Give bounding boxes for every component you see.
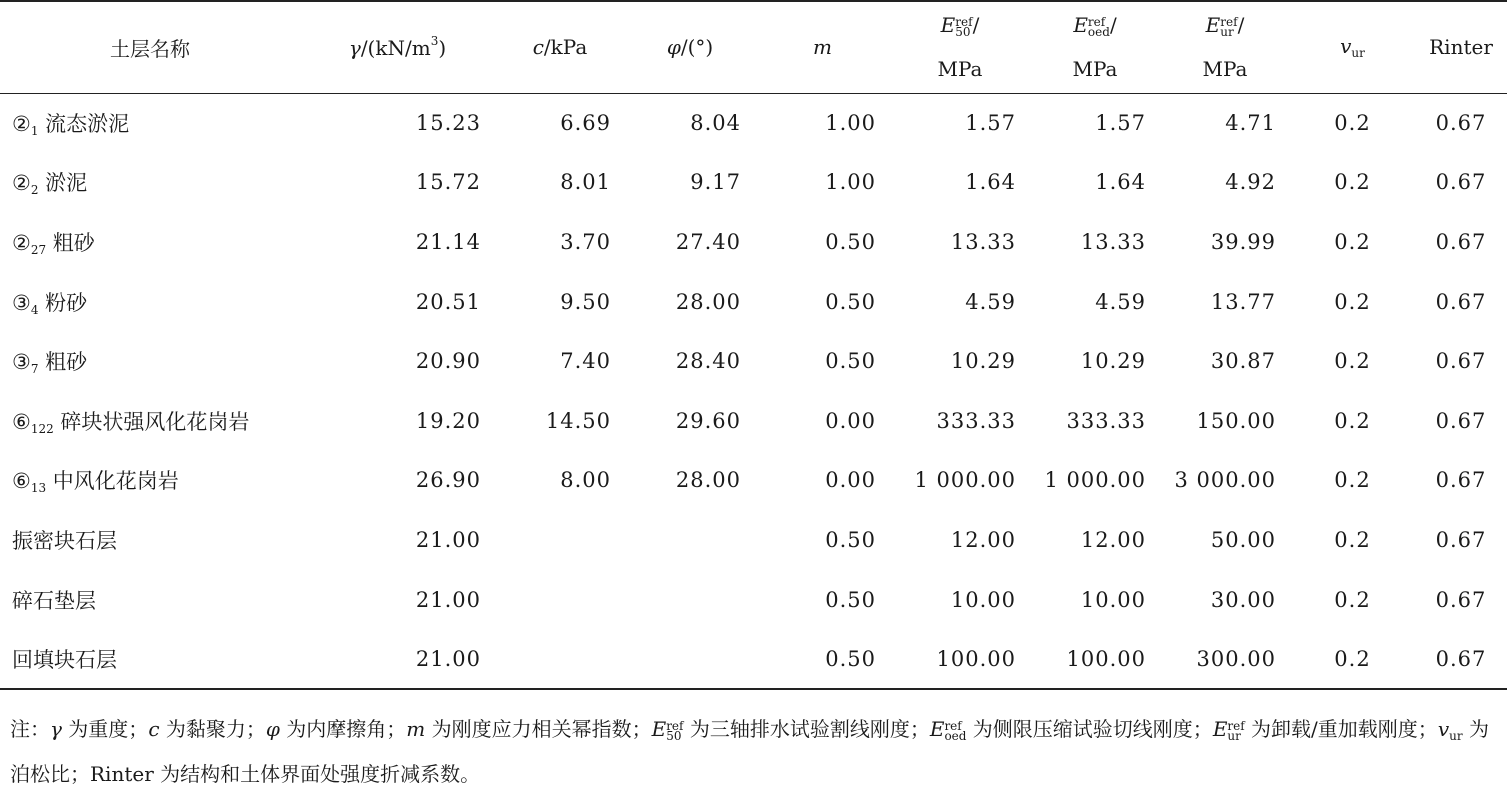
cell-eoed: 4.59 bbox=[1095, 289, 1146, 314]
cell-eur: 13.77 bbox=[1210, 289, 1276, 314]
cell-vur: 0.2 bbox=[1334, 646, 1371, 671]
cell-eoed: 100.00 bbox=[1066, 646, 1146, 671]
table-row bbox=[0, 451, 1507, 511]
soil-layer-mark: ② bbox=[12, 171, 31, 196]
cell-rinter: 0.67 bbox=[1435, 646, 1487, 671]
header-eur-unit: MPa bbox=[1202, 57, 1248, 82]
note-eoed-sub: oed bbox=[944, 728, 967, 743]
cell-eur: 150.00 bbox=[1196, 408, 1276, 433]
cell-vur: 0.2 bbox=[1334, 527, 1371, 552]
cell-m: 1.00 bbox=[825, 111, 876, 136]
header-vur bbox=[1290, 1, 1415, 93]
note-eoed-letter: E bbox=[929, 717, 945, 741]
table-body bbox=[0, 93, 1507, 689]
cell-m: 0.50 bbox=[825, 289, 876, 314]
soil-layer-subscript: 27 bbox=[30, 242, 47, 257]
cell-m: 0.00 bbox=[825, 468, 876, 493]
note-e50-letter: E bbox=[651, 717, 667, 741]
soil-layer-subscript: 7 bbox=[30, 362, 39, 377]
cell-m: 0.50 bbox=[825, 527, 876, 552]
cell-gamma: 20.90 bbox=[415, 349, 481, 374]
cell-vur: 0.2 bbox=[1334, 349, 1371, 374]
cell-soil-name bbox=[0, 451, 300, 511]
table-header bbox=[0, 1, 1507, 93]
header-eur-letter: E bbox=[1205, 13, 1221, 38]
cell-soil-name bbox=[0, 570, 300, 630]
table-row bbox=[0, 153, 1507, 213]
cell-c bbox=[495, 629, 625, 689]
cell-c: 7.40 bbox=[560, 349, 611, 374]
cell-eoed: 1.57 bbox=[1095, 111, 1146, 136]
soil-layer-name: 流态淤泥 bbox=[45, 112, 130, 137]
cell-eoed: 12.00 bbox=[1080, 527, 1146, 552]
cell-rinter: 0.67 bbox=[1435, 587, 1487, 612]
cell-eur: 30.87 bbox=[1210, 349, 1276, 374]
cell-c: 8.00 bbox=[560, 468, 611, 493]
note-eur-sub: ur bbox=[1227, 728, 1241, 743]
note-eur-sup: ref bbox=[1227, 718, 1245, 733]
header-e50-letter: E bbox=[940, 13, 956, 38]
cell-vur: 0.2 bbox=[1334, 111, 1371, 136]
cell-eur: 300.00 bbox=[1196, 646, 1276, 671]
cell-soil-name bbox=[0, 212, 300, 272]
cell-eur: 50.00 bbox=[1210, 527, 1276, 552]
soil-layer-mark: ⑥ bbox=[12, 409, 31, 434]
cell-rinter: 0.67 bbox=[1435, 289, 1487, 314]
table-row bbox=[0, 212, 1507, 272]
cell-eur: 39.99 bbox=[1210, 229, 1276, 254]
header-e50-symbol bbox=[941, 3, 973, 47]
table-note bbox=[10, 710, 1500, 793]
header-eoed-scripts bbox=[1087, 14, 1110, 39]
cell-c: 3.70 bbox=[560, 229, 611, 254]
cell-gamma: 20.51 bbox=[415, 289, 481, 314]
cell-eur: 4.92 bbox=[1225, 170, 1276, 195]
cell-e50: 12.00 bbox=[950, 527, 1016, 552]
cell-gamma: 21.00 bbox=[415, 646, 481, 671]
cell-eur: 4.71 bbox=[1225, 111, 1276, 136]
cell-phi: 28.40 bbox=[675, 349, 741, 374]
soil-layer-subscript: 2 bbox=[30, 183, 39, 198]
soil-layer-subscript: 13 bbox=[30, 481, 47, 496]
header-soil-name bbox=[0, 1, 300, 93]
note-text-9: 为泊松比；Rinter 为结构和土体界面处强度折减系数。 bbox=[10, 717, 1489, 786]
cell-phi bbox=[625, 570, 755, 630]
cell-c bbox=[495, 570, 625, 630]
cell-soil-name bbox=[0, 272, 300, 332]
note-e50-sub: 50 bbox=[666, 728, 682, 743]
cell-eoed: 1 000.00 bbox=[1044, 468, 1146, 493]
cell-gamma: 21.00 bbox=[415, 587, 481, 612]
cell-rinter: 0.67 bbox=[1435, 349, 1487, 374]
header-eoed-sup: ref bbox=[1087, 14, 1106, 29]
cell-m: 0.50 bbox=[825, 587, 876, 612]
cell-c: 14.50 bbox=[545, 408, 611, 433]
soil-layer-mark: ⑥ bbox=[12, 469, 31, 494]
soil-layer-mark: ③ bbox=[12, 290, 31, 315]
cell-eoed: 1.64 bbox=[1095, 170, 1146, 195]
soil-layer-name: 淤泥 bbox=[45, 171, 88, 196]
cell-e50: 1.64 bbox=[965, 170, 1016, 195]
soil-layer-name: 振密块石层 bbox=[12, 528, 117, 553]
cell-vur: 0.2 bbox=[1334, 468, 1371, 493]
cell-c: 8.01 bbox=[560, 170, 611, 195]
cell-rinter: 0.67 bbox=[1435, 170, 1487, 195]
note-v-sub: ur bbox=[1449, 729, 1463, 743]
soil-layer-name: 碎块状强风化花岗岩 bbox=[60, 409, 250, 434]
header-eur-sup: ref bbox=[1220, 14, 1238, 29]
soil-layer-subscript: 4 bbox=[30, 302, 39, 317]
header-eoed-stack bbox=[1073, 3, 1118, 91]
cell-gamma: 21.14 bbox=[415, 229, 481, 254]
header-e50-unit: MPa bbox=[937, 57, 983, 82]
note-gamma: γ bbox=[50, 717, 62, 741]
cell-phi bbox=[625, 510, 755, 570]
cell-phi: 29.60 bbox=[675, 408, 741, 433]
header-eoed-top bbox=[1073, 3, 1118, 47]
header-rinter-text: Rinter bbox=[1429, 35, 1493, 60]
cell-eur: 30.00 bbox=[1210, 587, 1276, 612]
header-e50-sub: 50 bbox=[955, 24, 971, 39]
cell-m: 0.50 bbox=[825, 229, 876, 254]
cell-m: 0.50 bbox=[825, 646, 876, 671]
cell-c bbox=[495, 510, 625, 570]
cell-e50: 100.00 bbox=[936, 646, 1016, 671]
cell-gamma: 19.20 bbox=[415, 408, 481, 433]
cell-rinter: 0.67 bbox=[1435, 468, 1487, 493]
cell-e50: 10.29 bbox=[950, 349, 1016, 374]
table-row bbox=[0, 272, 1507, 332]
header-eur-scripts bbox=[1220, 14, 1238, 39]
header-e50-stack bbox=[938, 3, 983, 91]
soil-layer-name: 碎石垫层 bbox=[12, 588, 96, 613]
header-eur-sub: ur bbox=[1220, 24, 1234, 39]
header-c-symbol: c bbox=[532, 35, 544, 60]
soil-layer-mark: ② bbox=[12, 112, 31, 137]
header-m-symbol: m bbox=[813, 35, 832, 60]
header-phi-unit: /(°) bbox=[680, 35, 714, 60]
soil-layer-name: 粗砂 bbox=[52, 230, 95, 255]
header-vur-symbol: v bbox=[1340, 34, 1352, 59]
cell-gamma: 15.72 bbox=[415, 170, 481, 195]
cell-vur: 0.2 bbox=[1334, 170, 1371, 195]
note-e50-sup: ref bbox=[666, 718, 684, 733]
note-text-7: 为侧限压缩试验切线刚度； bbox=[966, 717, 1213, 741]
cell-soil-name bbox=[0, 331, 300, 391]
header-e50 bbox=[890, 1, 1030, 93]
header-e50-top bbox=[938, 3, 983, 47]
note-prefix: 注： bbox=[10, 717, 50, 741]
header-gamma-exponent: 3 bbox=[430, 34, 439, 49]
cell-soil-name bbox=[0, 510, 300, 570]
table-row bbox=[0, 93, 1507, 153]
cell-eoed: 10.29 bbox=[1080, 349, 1146, 374]
soil-layer-mark: ③ bbox=[12, 350, 31, 375]
cell-m: 0.00 bbox=[825, 408, 876, 433]
cell-phi: 28.00 bbox=[675, 289, 741, 314]
note-eoed-scripts bbox=[944, 718, 967, 743]
note-v: v bbox=[1437, 717, 1450, 741]
header-soil-name-text: 土层名称 bbox=[110, 36, 190, 61]
soil-layer-mark: ② bbox=[12, 230, 31, 255]
cell-phi: 27.40 bbox=[675, 229, 741, 254]
soil-layer-name: 粗砂 bbox=[45, 350, 88, 375]
cell-soil-name bbox=[0, 93, 300, 153]
header-eoed-letter: E bbox=[1073, 13, 1088, 38]
cell-e50: 4.59 bbox=[965, 289, 1016, 314]
header-gamma-close: ) bbox=[438, 36, 447, 61]
cell-c: 6.69 bbox=[560, 111, 611, 136]
cell-e50: 13.33 bbox=[950, 229, 1016, 254]
cell-eoed: 13.33 bbox=[1080, 229, 1146, 254]
cell-phi: 9.17 bbox=[690, 170, 741, 195]
note-e50-scripts bbox=[666, 718, 684, 743]
cell-gamma: 15.23 bbox=[415, 111, 481, 136]
note-text-2: 为重度； bbox=[61, 717, 149, 741]
header-gamma-unit: /(kN/m bbox=[360, 36, 431, 61]
cell-rinter: 0.67 bbox=[1435, 527, 1487, 552]
header-m bbox=[755, 1, 890, 93]
cell-eur: 3 000.00 bbox=[1174, 468, 1276, 493]
cell-m: 1.00 bbox=[825, 170, 876, 195]
soil-layer-name: 中风化花岗岩 bbox=[52, 469, 179, 494]
header-gamma bbox=[300, 1, 495, 93]
header-vur-sub: ur bbox=[1351, 46, 1365, 61]
cell-gamma: 26.90 bbox=[415, 468, 481, 493]
table-row bbox=[0, 391, 1507, 451]
note-text-6: 为三轴排水试验割线刚度； bbox=[683, 717, 930, 741]
header-eur-stack bbox=[1203, 3, 1248, 91]
header-e50-scripts bbox=[955, 14, 973, 39]
table-row bbox=[0, 510, 1507, 570]
cell-rinter: 0.67 bbox=[1435, 111, 1487, 136]
header-eur-symbol bbox=[1206, 3, 1238, 47]
cell-soil-name bbox=[0, 391, 300, 451]
table-row bbox=[0, 331, 1507, 391]
note-text-3: 为黏聚力； bbox=[159, 717, 266, 741]
cell-rinter: 0.67 bbox=[1435, 229, 1487, 254]
cell-e50: 1 000.00 bbox=[914, 468, 1016, 493]
soil-layer-name: 粉砂 bbox=[45, 290, 88, 315]
header-eur-slash: / bbox=[1237, 13, 1245, 38]
cell-e50: 333.33 bbox=[936, 408, 1016, 433]
header-c-unit: /kPa bbox=[543, 35, 588, 60]
header-gamma-symbol: γ bbox=[348, 36, 361, 61]
header-e50-sup: ref bbox=[955, 14, 973, 29]
header-eur bbox=[1160, 1, 1290, 93]
header-phi bbox=[625, 1, 755, 93]
cell-gamma: 21.00 bbox=[415, 527, 481, 552]
cell-c: 9.50 bbox=[560, 289, 611, 314]
header-eoed-sub: oed bbox=[1087, 24, 1110, 39]
table-row bbox=[0, 570, 1507, 630]
header-eoed-symbol bbox=[1073, 3, 1110, 47]
note-text-4: 为内摩擦角； bbox=[279, 717, 407, 741]
header-c bbox=[495, 1, 625, 93]
note-m: m bbox=[406, 717, 426, 741]
note-text-8: 为卸载/重加载刚度； bbox=[1244, 717, 1438, 741]
soil-layer-name: 回填块石层 bbox=[12, 647, 117, 672]
header-eoed bbox=[1030, 1, 1160, 93]
note-text-5: 为刚度应力相关幂指数； bbox=[425, 717, 652, 741]
cell-vur: 0.2 bbox=[1334, 229, 1371, 254]
header-eur-top bbox=[1203, 3, 1248, 47]
header-rinter bbox=[1415, 1, 1507, 93]
header-eoed-slash: / bbox=[1109, 13, 1117, 38]
header-e50-slash: / bbox=[972, 13, 980, 38]
soil-layer-subscript: 122 bbox=[30, 421, 54, 436]
note-eur-letter: E bbox=[1212, 717, 1228, 741]
header-row bbox=[0, 1, 1507, 93]
cell-phi bbox=[625, 629, 755, 689]
note-eur-scripts bbox=[1227, 718, 1245, 743]
cell-e50: 10.00 bbox=[950, 587, 1016, 612]
cell-rinter: 0.67 bbox=[1435, 408, 1487, 433]
cell-e50: 1.57 bbox=[965, 111, 1016, 136]
note-eoed-sup: ref bbox=[944, 718, 962, 733]
note-c: c bbox=[148, 717, 160, 741]
cell-vur: 0.2 bbox=[1334, 408, 1371, 433]
header-phi-symbol: φ bbox=[666, 35, 681, 60]
soil-layer-subscript: 1 bbox=[30, 124, 39, 139]
header-eoed-unit: MPa bbox=[1072, 57, 1118, 82]
table-row bbox=[0, 629, 1507, 689]
note-phi: φ bbox=[265, 717, 280, 741]
cell-phi: 8.04 bbox=[690, 111, 741, 136]
cell-m: 0.50 bbox=[825, 349, 876, 374]
cell-eoed: 333.33 bbox=[1066, 408, 1146, 433]
cell-soil-name bbox=[0, 153, 300, 213]
cell-phi: 28.00 bbox=[675, 468, 741, 493]
cell-vur: 0.2 bbox=[1334, 289, 1371, 314]
cell-vur: 0.2 bbox=[1334, 587, 1371, 612]
cell-soil-name bbox=[0, 629, 300, 689]
cell-eoed: 10.00 bbox=[1080, 587, 1146, 612]
